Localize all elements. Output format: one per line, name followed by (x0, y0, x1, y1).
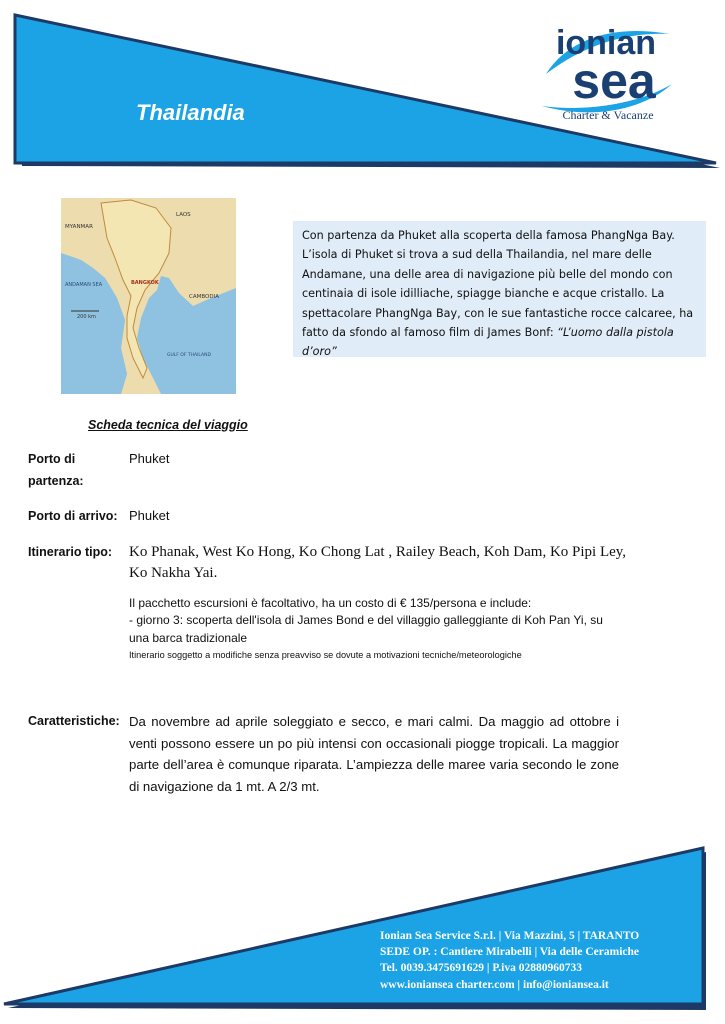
scheda-title: Scheda tecnica del viaggio (88, 418, 248, 432)
logo-tagline: Charter & Vacanze (562, 108, 654, 122)
logo-word-sea: sea (572, 53, 656, 109)
map-label-andaman-sea: ANDAMAN SEA (65, 282, 103, 288)
porto-arrivo-value: Phuket (129, 508, 170, 523)
logo-word-ionian: ionian (555, 24, 657, 62)
map-label-gulf: GULF OF THAILAND (167, 353, 211, 358)
footer-company-line: Ionian Sea Service S.r.l. | Via Mazzini, 5 | TARANTO (380, 930, 640, 942)
map-label-bangkok: BANGKOK (131, 280, 159, 286)
porto-partenza-value: Phuket (129, 451, 170, 466)
pacchetto-line1: Il pacchetto escursioni è facoltativo, ha un costo di € 135/persona e include: (129, 596, 532, 610)
caratteristiche-label: Caratteristiche: (28, 714, 120, 728)
map-scale-label: 200 km (77, 314, 96, 320)
footer-web-line[interactable]: www.ioniansea charter.com | info@ioniansea.it (380, 978, 609, 991)
page-title: Thailandia (136, 100, 245, 125)
porto-arrivo-label: Porto di arrivo: (28, 509, 118, 523)
itinerario-disclaimer: Itinerario soggetto a modifiche senza preavviso se dovute a motivazioni tecniche/meteorologiche (129, 650, 522, 660)
itinerario-value: Ko Phanak, West Ko Hong, Ko Chong Lat , Railey Beach, Koh Dam, Ko Pipi Ley, Ko Nakha Yai. (129, 544, 627, 581)
intro-box (293, 221, 706, 357)
intro-quote: “L’uomo dalla pistola d’oro” (302, 326, 674, 359)
intro-text: Con partenza da Phuket alla scoperta della famosa PhangNga Bay. L’isola di Phuket si trova a sud della Thailandia, nel mare delle Andamane, una delle area di navigazione più belle del mondo con centinaia di isole idilliache, spiagge bianche e acque cristallo. La spettacolare PhangNga Bay, con le sue fantastiche rocce calcaree, ha fatto da sfondo al famoso film di James Bonf: (302, 229, 694, 340)
map-label-laos: LAOS (176, 212, 191, 218)
map-label-cambodia: CAMBODIA (189, 294, 219, 300)
pacchetto-line2: - giorno 3: scoperta dell'isola di James Bond e del villaggio galleggiante di Koh Pan Yi, su una barca tradizionale (129, 613, 603, 645)
itinerario-label: Itinerario tipo: (28, 545, 113, 559)
porto-partenza-label: Porto di partenza: (28, 452, 84, 488)
map-label-myanmar: MYANMAR (65, 224, 93, 230)
thailand-map (61, 198, 236, 394)
footer-contacts (380, 928, 700, 993)
footer-office-line: SEDE OP. : Cantiere Mirabelli | Via delle Ceramiche (380, 946, 640, 959)
caratteristiche-value: Da novembre ad aprile soleggiato e secco, e mari calmi. Da maggio ad ottobre i venti possono essere un po più intensi con occasionali piogge tropicali. La maggior parte dell’area è comunque riparata. L’ampiezza delle maree varia secondo le zone di navigazione da 1 mt. A 2/3 mt. (129, 714, 619, 794)
footer-phone-line: Tel. 0039.3475691629 | P.iva 02880960733 (380, 962, 582, 975)
